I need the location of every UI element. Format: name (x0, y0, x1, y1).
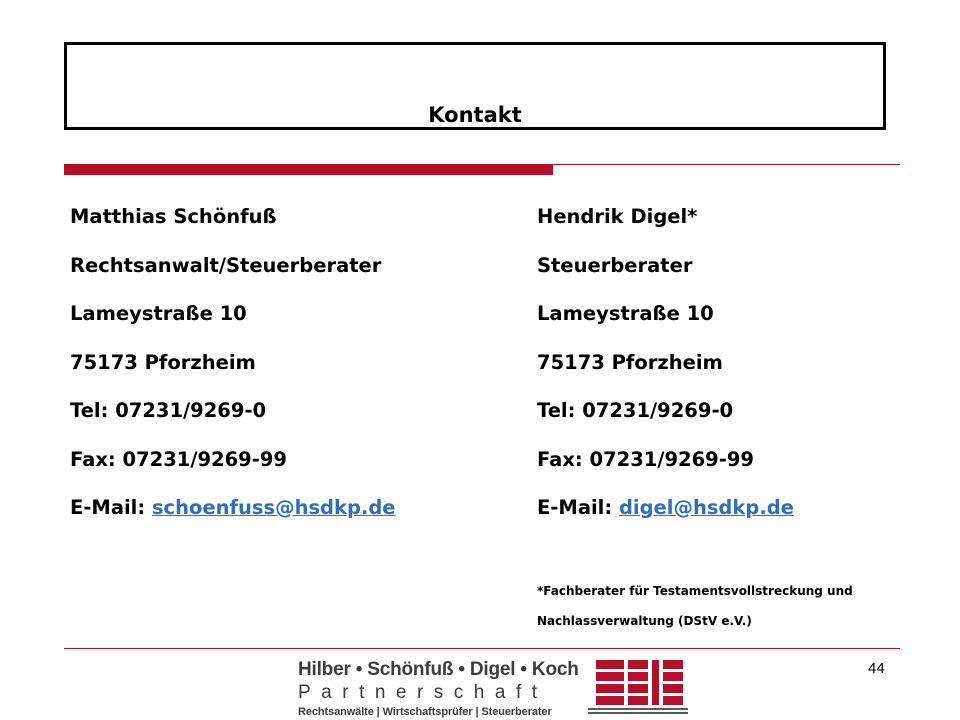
page-title: Kontakt (428, 103, 522, 127)
footer-rule (64, 648, 900, 649)
contact-role: Rechtsanwalt/Steuerberater (70, 253, 382, 277)
contact-street: Lameystraße 10 (70, 302, 247, 325)
accent-rule (553, 164, 900, 165)
email-link-digel[interactable]: digel@hsdkp.de (618, 496, 794, 519)
contact-fax: Fax: 07231/9269-99 (537, 447, 754, 471)
footnote (537, 576, 853, 636)
contact-card-schoenfuss (70, 198, 396, 538)
contact-city: 75173 Pforzheim (70, 350, 256, 374)
contact-name: Hendrik Digel* (537, 205, 698, 228)
contact-card-digel (537, 198, 794, 538)
contact-city: 75173 Pforzheim (537, 350, 723, 374)
firm-professions: Rechtsanwälte | Wirtschaftsprüfer | Steuerberater (298, 706, 552, 718)
email-label: E-Mail: (70, 496, 152, 519)
email-label: E-Mail: (537, 496, 619, 519)
contact-fax: Fax: 07231/9269-99 (70, 447, 287, 471)
footnote-line: Nachlassverwaltung (DStV e.V.) (537, 614, 752, 628)
page-number: 44 (868, 660, 885, 677)
contact-name: Matthias Schönfuß (70, 205, 277, 228)
contact-email-row (70, 489, 396, 538)
contact-email-row (537, 489, 794, 538)
contact-street: Lameystraße 10 (537, 302, 714, 325)
footnote-line: *Fachberater für Testamentsvollstreckung und (537, 584, 853, 598)
firm-names: Hilber • Schönfuß • Digel • Koch (298, 659, 579, 680)
firm-logo-icon (588, 656, 688, 716)
email-link-schoenfuss[interactable]: schoenfuss@hsdkp.de (151, 496, 396, 519)
contact-role: Steuerberater (537, 253, 693, 277)
firm-type: Partnerschaft (298, 682, 548, 703)
accent-bar (64, 164, 553, 175)
contact-phone: Tel: 07231/9269-0 (537, 399, 734, 422)
title-box (64, 42, 886, 130)
firm-wordmark (298, 658, 579, 720)
contact-phone: Tel: 07231/9269-0 (70, 399, 267, 422)
